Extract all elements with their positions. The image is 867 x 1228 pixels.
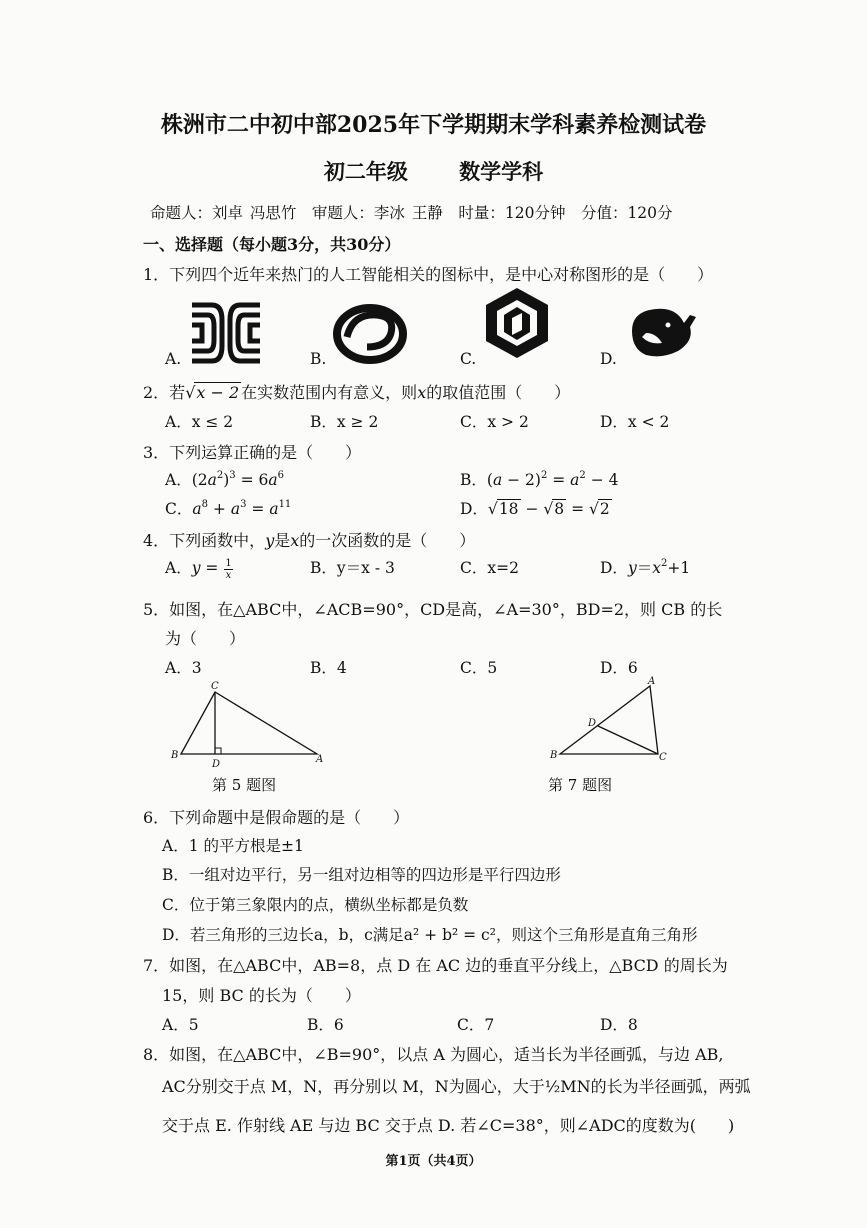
fig5-label-b: B: [171, 750, 179, 761]
q5-option-c: C．5: [460, 659, 498, 677]
q7-option-b: B．6: [307, 1016, 344, 1034]
fig7-label-c: C: [659, 752, 667, 763]
q3-option-c: C．$a^8 + a^3 = a^{11}$: [165, 499, 292, 518]
q5-option-d: D．6: [600, 659, 638, 677]
q2-option-d: D．x < 2: [600, 413, 670, 431]
fig7-label-a: A: [648, 676, 656, 687]
ai-logo-a-icon: [190, 300, 262, 366]
q8-line3: 交于点 E. 作射线 AE 与边 BC 交于点 D. 若∠C=38°，则∠ADC的度数为( ): [162, 1116, 735, 1135]
exam-meta: 命题人：刘卓 冯思竹 审题人：李冰 王静 时量：120分钟 分值：120分: [150, 204, 673, 222]
q2-radicand: x − 2: [196, 383, 240, 402]
section-title: 一、选择题（每小题3分，共30分）: [143, 235, 401, 254]
q8-line2: AC分别交于点 M，N，再分别以 M，N为圆心，大于½MN的长为半径画弧，两弧: [162, 1077, 751, 1096]
q1-stem: 1．下列四个近年来热门的人工智能相关的图标中，是中心对称图形的是（ ）: [143, 265, 714, 284]
q2-var: x: [417, 383, 427, 402]
q2-option-a: A．x ≤ 2: [165, 413, 234, 431]
grade-label: 初二年级: [323, 159, 408, 184]
q2-stem-mid: 在实数范围内有意义，则: [241, 383, 418, 402]
ai-logo-d-icon: [628, 305, 698, 359]
q6-option-c: C．位于第三象限内的点，横纵坐标都是负数: [162, 896, 469, 914]
q7-option-a: A．5: [162, 1016, 199, 1034]
q7-line2: 15，则 BC 的长为（ ）: [162, 986, 361, 1005]
q5-line2: 为（ ）: [165, 629, 246, 648]
q7-line1: 7．如图，在△ABC中，AB=8，点 D 在 AC 边的垂直平分线上，△BCD 的周长为: [143, 956, 728, 975]
q4-stem-post: 的一次函数的是（ ）: [299, 531, 476, 550]
q4-option-d: D．$y=x^2+1$: [600, 558, 691, 577]
q4-option-c: C．x=2: [460, 559, 519, 577]
fig5-label-a: A: [316, 754, 324, 765]
q4-stem: [143, 528, 475, 551]
q7-option-d: D．8: [600, 1016, 638, 1034]
q4-var-y: y: [265, 531, 275, 550]
q2-stem-pre: 2．若: [143, 383, 186, 402]
q7-option-c: C．7: [457, 1016, 495, 1034]
q6-option-a: A．1 的平方根是±1: [162, 837, 304, 855]
q2-option-c: C．x > 2: [460, 413, 529, 431]
figure-5-diagram: [165, 678, 335, 772]
q1-label-a: A.: [165, 350, 182, 368]
q4-option-b: B．y＝x - 3: [310, 559, 395, 577]
q6-option-b: B．一组对边平行，另一组对边相等的四边形是平行四边形: [162, 866, 561, 884]
q1-label-c: C.: [460, 350, 477, 368]
q3-option-a: A．$(2a^2)^3 = 6a^6$: [165, 470, 284, 489]
q3-stem: 3．下列运算正确的是（ ）: [143, 443, 362, 462]
fig7-label-b: B: [550, 750, 558, 761]
ai-logo-c-icon: [484, 286, 550, 360]
q3-option-d: D．√18 − √8 = √2: [460, 500, 610, 518]
q2-option-b: B．x ≥ 2: [310, 413, 379, 431]
q4-var-x: x: [290, 531, 300, 550]
q8-line1: 8．如图，在△ABC中，∠B=90°，以点 A 为圆心，适当长为半径画弧，与边 AB,: [143, 1045, 724, 1064]
q6-option-d: D．若三角形的三边长a，b，c满足a² + b² = c²，则这个三角形是直角三角形: [162, 926, 698, 944]
ai-logo-b-icon: [333, 303, 407, 365]
fig7-caption: 第 7 题图: [548, 776, 613, 794]
fig5-label-d: D: [212, 759, 221, 770]
q5-option-b: B．4: [310, 659, 347, 677]
q4-option-a: A．y = $\frac{1}{x}$: [165, 557, 232, 581]
fig5-caption: 第 5 题图: [212, 776, 277, 794]
q6-stem: 6．下列命题中是假命题的是（ ）: [143, 808, 410, 827]
q2-stem-post: 的取值范围（ ）: [426, 383, 571, 402]
page-footer: 第1页（共4页）: [385, 1154, 482, 1169]
figure-7-diagram: [542, 676, 672, 768]
q5-line1: 5．如图，在△ABC中，∠ACB=90°，CD是高，∠A=30°，BD=2，则 CB 的长: [143, 600, 723, 619]
fig5-label-c: C: [211, 681, 219, 692]
exam-title: 株洲市二中初中部2025年下学期期末学科素养检测试卷: [160, 112, 707, 138]
q3-option-b: B．$(a - 2)^2 = a^2 - 4$: [460, 470, 619, 489]
grade-subject-line: [0, 156, 867, 186]
q1-label-b: B.: [310, 350, 327, 368]
q1-label-d: D.: [600, 350, 617, 368]
fig7-label-d: D: [588, 718, 597, 729]
q2-stem: 2．若√x − 2 在实数范围内有意义，则x的取值范围（ ）: [143, 383, 571, 402]
subject-label: 数学学科: [459, 159, 544, 184]
q4-stem-mid: 是: [274, 531, 291, 550]
q5-option-a: A．3: [165, 659, 202, 677]
q4-stem-pre: 4．下列函数中，: [143, 531, 266, 550]
